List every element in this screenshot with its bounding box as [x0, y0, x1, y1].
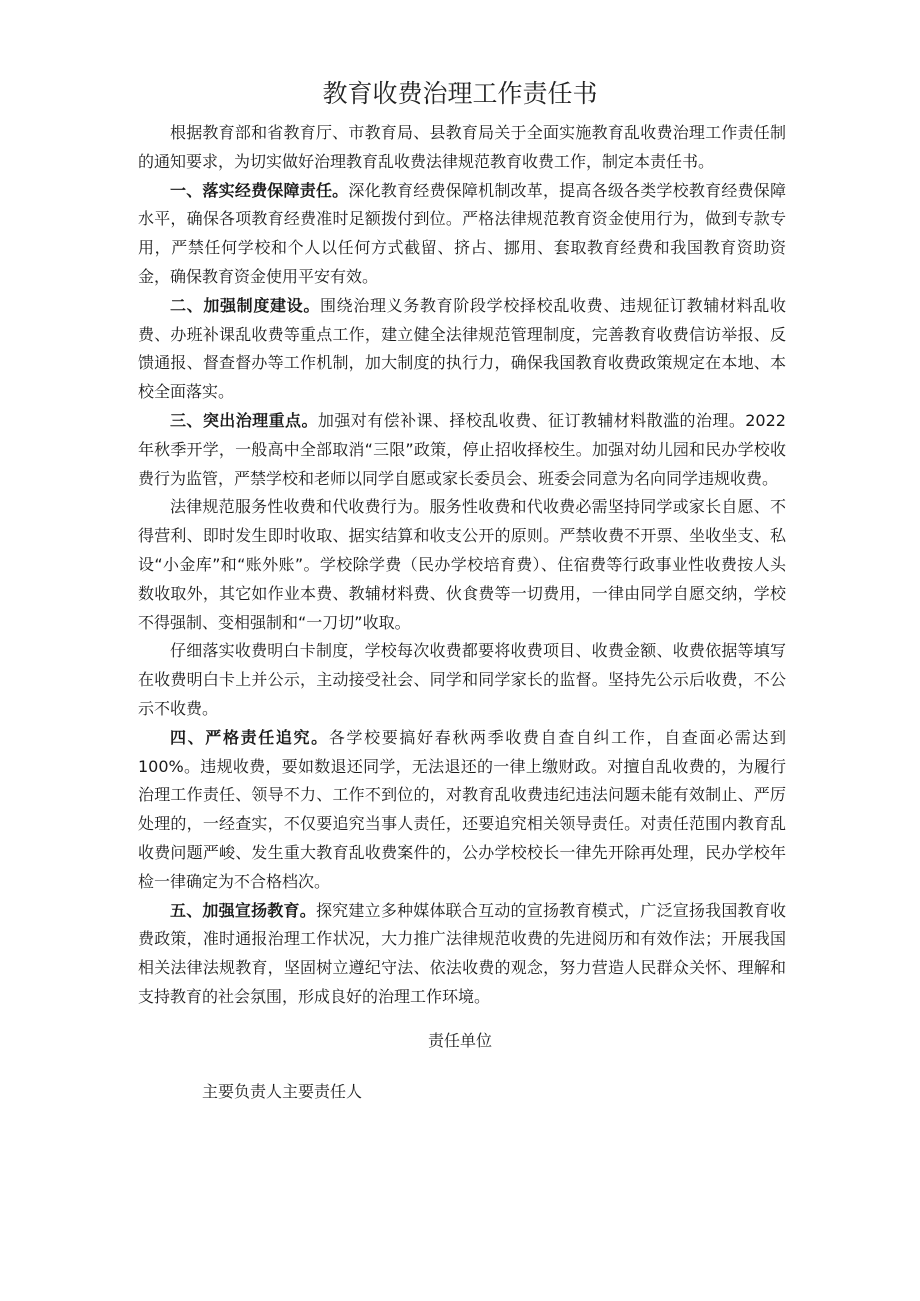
section-5-paragraph [138, 897, 786, 1012]
section-2-paragraph [138, 292, 786, 407]
section-1-text: 深化教育经费保障机制改革，提高各级各类学校教育经费保障水平，确保各项教育经费准时足额拨付到位。严格法律规范教育资金使用行为，做到专款专用，严禁任何学校和个人以任何方式截留、挤占、挪用、套取教育经费和我国教育资助资金，确保教育资金使用平安有效。 [138, 180, 786, 286]
section-4-text: 各学校要搞好春秋两季收费自查自纠工作，自查面必需达到100%。违规收费，要如数退还同学，无法退还的一律上缴财政。对擅自乱收费的，为履行治理工作责任、领导不力、工作不到位的，对教育乱收费违纪违法问题未能有效制止、严厉处理的，一经查实，不仅要追究当事人责任，还要追究相关领导责任。对责任范围内教育乱收费问题严峻、发生重大教育乱收费案件的，公办学校校长一律先开除再处理，民办学校年检一律确定为不合格档次。 [138, 727, 786, 891]
signers-label: 主要负责人主要责任人 [202, 1082, 363, 1101]
section-2-text: 围绕治理义务教育阶段学校择校乱收费、违规征订教辅材料乱收费、办班补课乱收费等重点工作，建立健全法律规范管理制度，完善教育收费信访举报、反馈通报、督查督办等工作机制，加大制度的执行力，确保我国教育收费政策规定在本地、本校全面落实。 [138, 295, 786, 402]
responsible-unit-label: 责任单位 [427, 1031, 492, 1050]
document-body [138, 119, 786, 1012]
service-fee-paragraph: 法律规范服务性收费和代收费行为。服务性收费和代收费必需坚持同学或家长自愿、不得营利、即时发生即时收取、据实结算和收支公开的原则。严禁收费不开票、坐收坐支、私设“小金库”和“账外账”。学校除学费（民办学校培育费）、住宿费等行政事业性收费按人头数收取外，其它如作业本费、教辅材料费、伙食费等一切费用，一律由同学自愿交纳，学校不得强制、变相强制和“一刀切”收取。 [138, 497, 786, 632]
section-3-heading: 三、突出治理重点。 [170, 410, 318, 430]
section-3-paragraph [138, 407, 786, 493]
section-4-paragraph [138, 724, 786, 897]
intro-paragraph: 根据教育部和省教育厅、市教育局、县教育局关于全面实施教育乱收费治理工作责任制的通知要求，为切实做好治理教育乱收费法律规范教育收费工作，制定本责任书。 [138, 123, 786, 171]
document-title: 教育收费治理工作责任书 [322, 79, 598, 108]
section-5-heading: 五、加强宣扬教育。 [170, 900, 316, 920]
section-1-heading: 一、落实经费保障责任。 [170, 180, 349, 200]
section-5-text: 探究建立多种媒体联合互动的宣扬教育模式，广泛宣扬我国教育收费政策，准时通报治理工作状况，大力推广法律规范收费的先进阅历和有效作法；开展我国相关法律法规教育，坚固树立遵纪守法、依法收费的观念，努力营造人民群众关怀、理解和支持教育的社会氛围，形成良好的治理工作环境。 [138, 900, 786, 1006]
section-3-text: 加强对有偿补课、择校乱收费、征订教辅材料散滥的治理。2022年秋季开学，一般高中全部取消“三限”政策，停止招收择校生。加强对幼儿园和民办学校收费行为监管，严禁学校和老师以同学自愿或家长委员会、班委会同意为名向同学违规收费。 [138, 410, 786, 488]
section-4-heading: 四、严格责任追究。 [170, 727, 329, 747]
section-1-paragraph [138, 177, 786, 292]
section-2-heading: 二、加强制度建设。 [170, 295, 320, 315]
fee-card-paragraph: 仔细落实收费明白卡制度，学校每次收费都要将收费项目、收费金额、收费依据等填写在收费明白卡上并公示，主动接受社会、同学和同学家长的监督。坚持先公示后收费，不公示不收费。 [138, 641, 786, 718]
